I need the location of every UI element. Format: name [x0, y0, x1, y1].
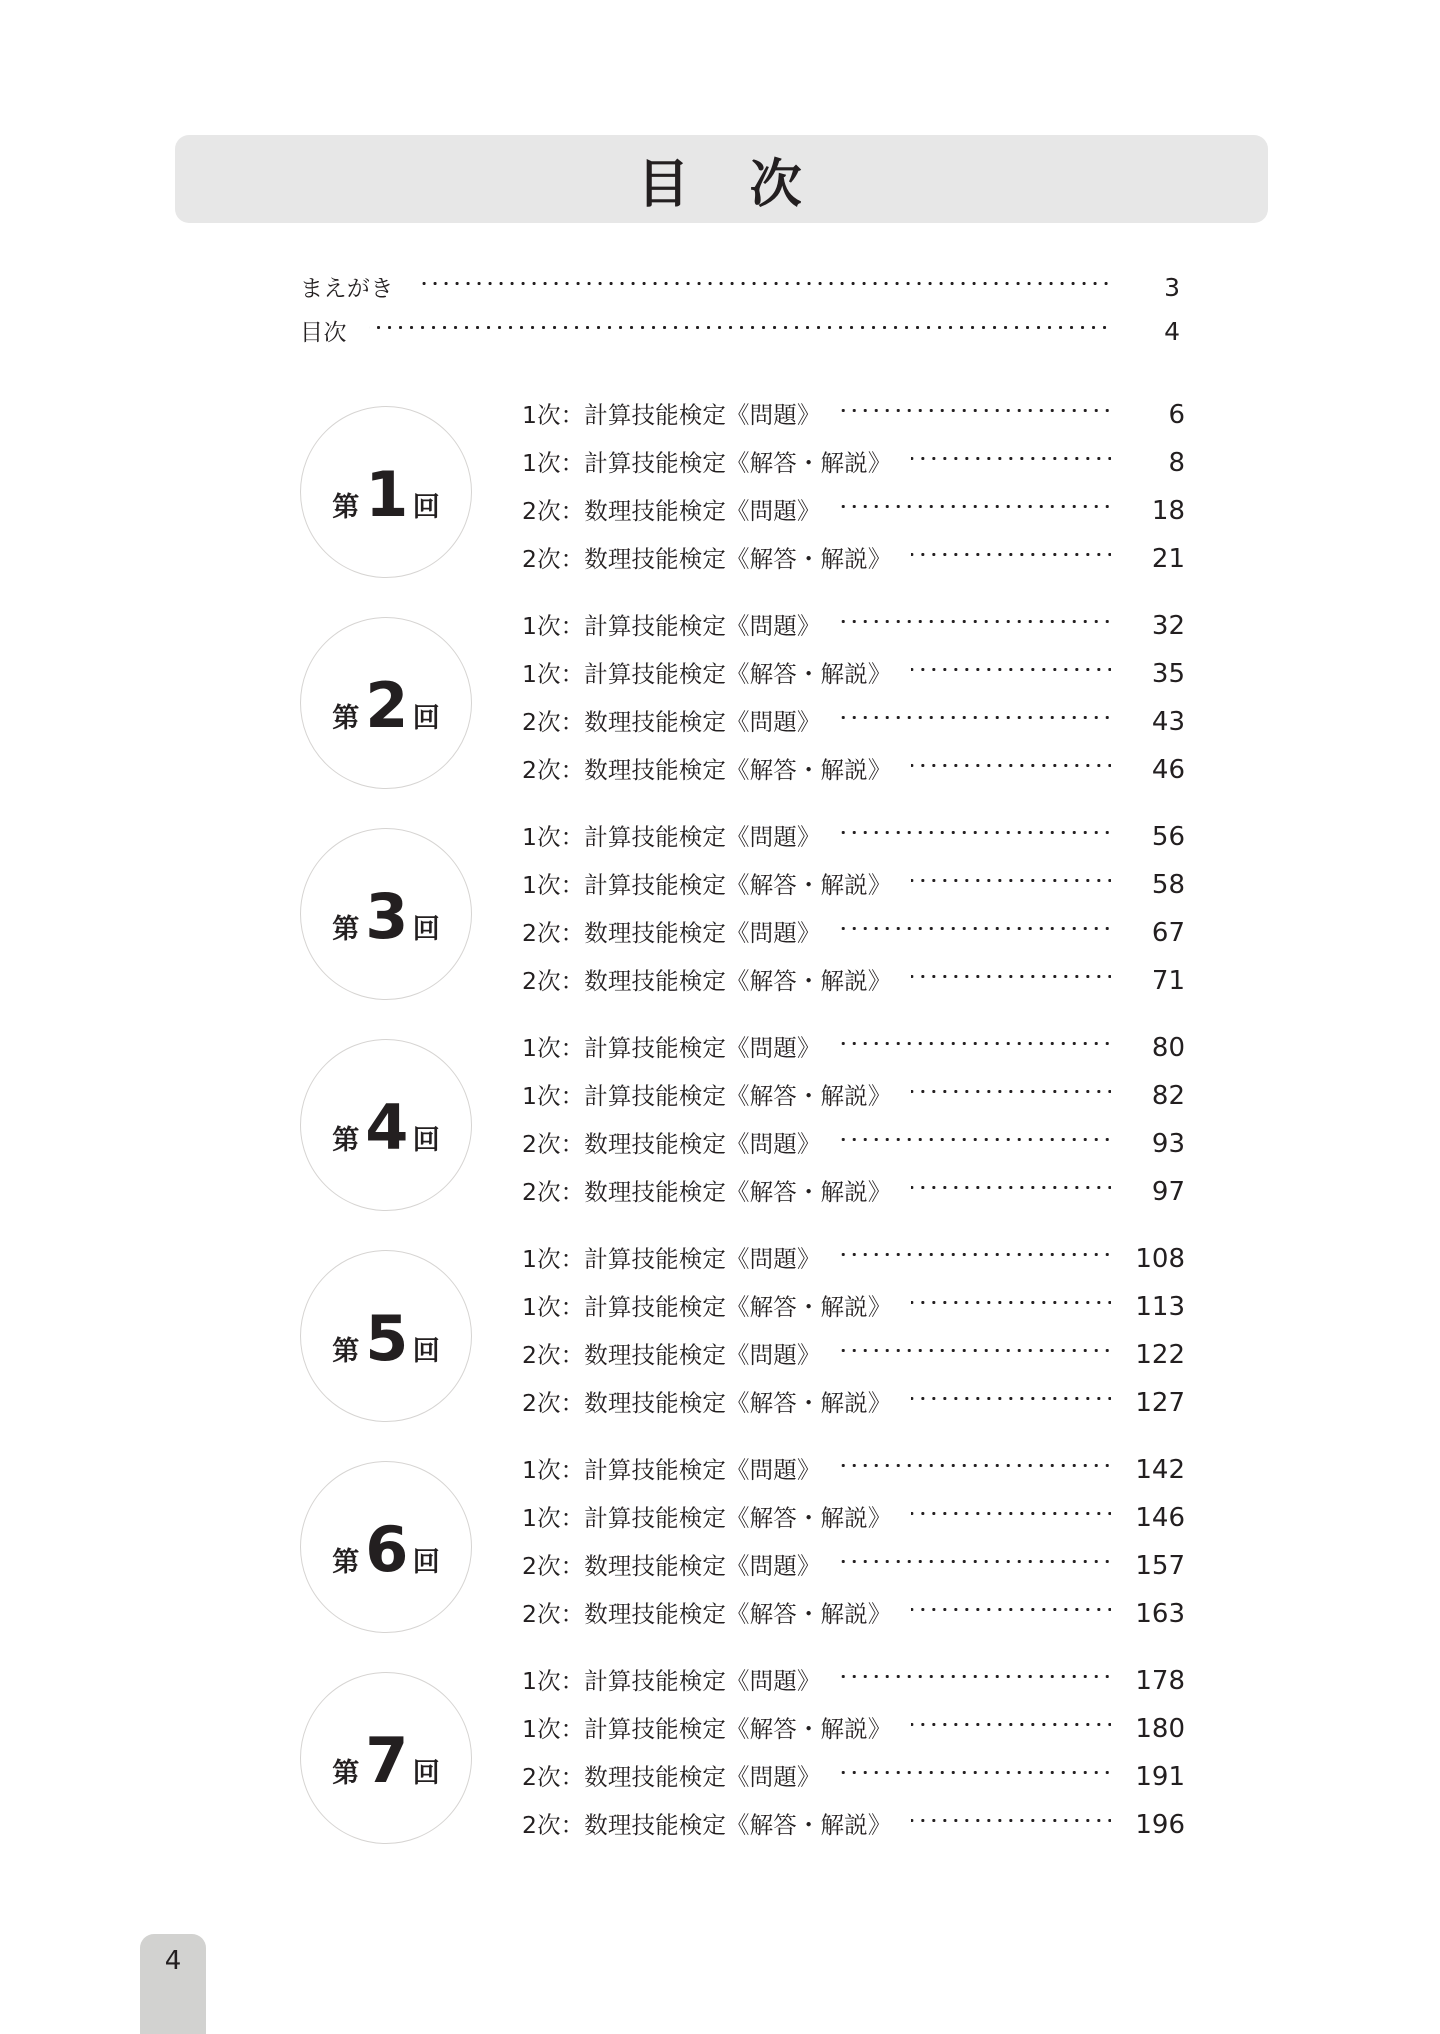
toc-entry[interactable]	[522, 1758, 1185, 1806]
toc-entry[interactable]	[522, 866, 1185, 914]
dot-leader	[840, 1767, 1111, 1778]
toc-entry[interactable]	[522, 396, 1185, 444]
toc-entry-label: 2次：数理技能検定《問題》	[522, 1763, 821, 1791]
badge-suffix-label: 回	[412, 1125, 440, 1156]
toc-entry-page-number: 108	[1135, 1244, 1185, 1274]
toc-entry-page-number: 113	[1135, 1292, 1185, 1322]
badge-suffix-label: 回	[412, 1336, 440, 1367]
toc-entry-page-number: 178	[1135, 1666, 1185, 1696]
toc-entry-label: 2次：数理技能検定《解答・解説》	[522, 545, 892, 573]
dot-leader	[840, 1460, 1111, 1471]
toc-entry[interactable]	[522, 1662, 1185, 1710]
frontmatter-list	[300, 270, 1180, 358]
toc-entry[interactable]	[522, 1451, 1185, 1499]
toc-entry-page-number: 163	[1135, 1599, 1185, 1629]
dot-leader	[911, 1086, 1111, 1097]
toc-entry[interactable]	[522, 1288, 1185, 1336]
dot-leader	[911, 1297, 1111, 1308]
toc-entry-label: 2次：数理技能検定《解答・解説》	[522, 1600, 892, 1628]
section-badge-3[interactable]	[300, 828, 472, 1000]
toc-entry[interactable]	[522, 1499, 1185, 1547]
dot-leader	[911, 1393, 1111, 1404]
frontmatter-page-number: 3	[1164, 273, 1180, 302]
toc-entry-label: 2次：数理技能検定《問題》	[522, 1130, 821, 1158]
badge-number: 2	[365, 669, 408, 742]
toc-entry-label: 1次：計算技能検定《問題》	[522, 823, 821, 851]
badge-number: 1	[365, 458, 408, 531]
toc-entry-label: 2次：数理技能検定《問題》	[522, 1552, 821, 1580]
toc-entry-page-number: 127	[1135, 1388, 1185, 1418]
badge-prefix-label: 第	[332, 914, 360, 945]
frontmatter-label: まえがき	[300, 276, 394, 302]
toc-entry[interactable]	[522, 1595, 1185, 1643]
toc-entry-label: 2次：数理技能検定《問題》	[522, 497, 821, 525]
toc-entry-page-number: 43	[1151, 707, 1185, 737]
dot-leader	[416, 278, 1114, 289]
section-badge-2[interactable]	[300, 617, 472, 789]
toc-entry-label: 1次：計算技能検定《解答・解説》	[522, 1082, 892, 1110]
toc-entry[interactable]	[522, 914, 1185, 962]
toc-entry-page-number: 142	[1135, 1455, 1185, 1485]
dot-leader	[911, 453, 1111, 464]
toc-entry-page-number: 191	[1135, 1762, 1185, 1792]
toc-entry[interactable]	[522, 1077, 1185, 1125]
section-entries	[522, 396, 1185, 588]
toc-section	[300, 599, 1185, 810]
dot-leader	[840, 1038, 1111, 1049]
dot-leader	[911, 875, 1111, 886]
toc-entry-page-number: 80	[1151, 1033, 1185, 1063]
section-entries	[522, 607, 1185, 799]
toc-entry[interactable]	[522, 1384, 1185, 1432]
badge-inner	[332, 669, 440, 742]
dot-leader	[911, 1182, 1111, 1193]
toc-entry-page-number: 8	[1168, 448, 1185, 478]
section-badge-6[interactable]	[300, 1461, 472, 1633]
section-badge-4[interactable]	[300, 1039, 472, 1211]
toc-entry[interactable]	[522, 1547, 1185, 1595]
badge-suffix-label: 回	[412, 1758, 440, 1789]
dot-leader	[840, 827, 1111, 838]
badge-inner	[332, 1302, 440, 1375]
toc-entry-page-number: 58	[1151, 870, 1185, 900]
section-entries	[522, 1662, 1185, 1854]
toc-entry[interactable]	[522, 703, 1185, 751]
badge-suffix-label: 回	[412, 703, 440, 734]
toc-section	[300, 388, 1185, 599]
toc-entry[interactable]	[522, 607, 1185, 655]
toc-entry-label: 1次：計算技能検定《解答・解説》	[522, 1293, 892, 1321]
toc-entry-label: 1次：計算技能検定《解答・解説》	[522, 449, 892, 477]
badge-suffix-label: 回	[412, 492, 440, 523]
toc-entry-page-number: 6	[1168, 400, 1185, 430]
toc-entry-label: 1次：計算技能検定《問題》	[522, 612, 821, 640]
toc-entry-label: 1次：計算技能検定《問題》	[522, 1245, 821, 1273]
toc-entry-page-number: 67	[1151, 918, 1185, 948]
dot-leader	[911, 971, 1111, 982]
badge-number: 4	[365, 1091, 408, 1164]
toc-section	[300, 1654, 1185, 1865]
toc-section	[300, 1232, 1185, 1443]
dot-leader	[911, 1604, 1111, 1615]
section-entries	[522, 1029, 1185, 1221]
dot-leader	[911, 549, 1111, 560]
dot-leader	[840, 616, 1111, 627]
dot-leader	[840, 501, 1111, 512]
toc-entry-page-number: 196	[1135, 1810, 1185, 1840]
page-title: 目 次	[637, 154, 806, 215]
badge-number: 7	[365, 1724, 408, 1797]
badge-suffix-label: 回	[412, 914, 440, 945]
toc-entry[interactable]	[522, 751, 1185, 799]
toc-entry-label: 1次：計算技能検定《解答・解説》	[522, 1504, 892, 1532]
toc-entry[interactable]	[522, 655, 1185, 703]
toc-entry[interactable]	[522, 1173, 1185, 1221]
dot-leader	[840, 712, 1111, 723]
section-badge-1[interactable]	[300, 406, 472, 578]
dot-leader	[911, 1719, 1111, 1730]
frontmatter-row[interactable]	[300, 314, 1180, 358]
section-list	[300, 388, 1185, 1865]
frontmatter-row[interactable]	[300, 270, 1180, 314]
toc-entry-page-number: 32	[1151, 611, 1185, 641]
toc-entry-page-number: 56	[1151, 822, 1185, 852]
dot-leader	[911, 1508, 1111, 1519]
dot-leader	[911, 1815, 1111, 1826]
toc-entry-page-number: 71	[1151, 966, 1185, 996]
toc-section	[300, 1021, 1185, 1232]
toc-entry[interactable]	[522, 1029, 1185, 1077]
toc-entry-page-number: 146	[1135, 1503, 1185, 1533]
frontmatter-page-number: 4	[1164, 317, 1180, 346]
dot-leader	[840, 1556, 1111, 1567]
toc-entry-page-number: 93	[1151, 1129, 1185, 1159]
dot-leader	[840, 923, 1111, 934]
toc-entry-page-number: 97	[1151, 1177, 1185, 1207]
badge-prefix-label: 第	[332, 1758, 360, 1789]
toc-entry-label: 2次：数理技能検定《解答・解説》	[522, 1178, 892, 1206]
badge-inner	[332, 458, 440, 531]
toc-entry-label: 1次：計算技能検定《解答・解説》	[522, 871, 892, 899]
toc-entry-page-number: 82	[1151, 1081, 1185, 1111]
dot-leader	[840, 1249, 1111, 1260]
toc-entry-page-number: 35	[1151, 659, 1185, 689]
toc-entry[interactable]	[522, 540, 1185, 588]
toc-entry-page-number: 122	[1135, 1340, 1185, 1370]
toc-entry[interactable]	[522, 492, 1185, 540]
badge-number: 3	[365, 880, 408, 953]
toc-entry-page-number: 46	[1151, 755, 1185, 785]
badge-inner	[332, 880, 440, 953]
section-entries	[522, 1240, 1185, 1432]
badge-number: 5	[365, 1302, 408, 1375]
toc-entry-label: 1次：計算技能検定《解答・解説》	[522, 660, 892, 688]
toc-section	[300, 1443, 1185, 1654]
toc-entry-label: 2次：数理技能検定《問題》	[522, 919, 821, 947]
badge-suffix-label: 回	[412, 1547, 440, 1578]
section-badge-7[interactable]	[300, 1672, 472, 1844]
page-number-tab	[140, 1934, 206, 2034]
section-entries	[522, 1451, 1185, 1643]
dot-leader	[911, 760, 1111, 771]
page-number: 4	[164, 1946, 182, 1976]
toc-entry[interactable]	[522, 962, 1185, 1010]
dot-leader	[840, 1671, 1111, 1682]
toc-entry-label: 1次：計算技能検定《問題》	[522, 1667, 821, 1695]
dot-leader	[911, 664, 1111, 675]
badge-prefix-label: 第	[332, 1547, 360, 1578]
badge-inner	[332, 1724, 440, 1797]
badge-inner	[332, 1091, 440, 1164]
badge-prefix-label: 第	[332, 703, 360, 734]
badge-number: 6	[365, 1513, 408, 1586]
toc-entry-page-number: 180	[1135, 1714, 1185, 1744]
badge-prefix-label: 第	[332, 492, 360, 523]
badge-prefix-label: 第	[332, 1336, 360, 1367]
toc-entry-label: 1次：計算技能検定《問題》	[522, 1456, 821, 1484]
frontmatter-label: 目次	[300, 320, 347, 346]
toc-entry[interactable]	[522, 818, 1185, 866]
page-title-banner	[175, 135, 1268, 223]
toc-entry-page-number: 157	[1135, 1551, 1185, 1581]
toc-entry-label: 1次：計算技能検定《問題》	[522, 1034, 821, 1062]
toc-entry-label: 2次：数理技能検定《問題》	[522, 708, 821, 736]
toc-entry-label: 2次：数理技能検定《解答・解説》	[522, 1811, 892, 1839]
badge-prefix-label: 第	[332, 1125, 360, 1156]
badge-inner	[332, 1513, 440, 1586]
toc-entry[interactable]	[522, 1125, 1185, 1173]
toc-entry-label: 1次：計算技能検定《解答・解説》	[522, 1715, 892, 1743]
toc-entry[interactable]	[522, 1336, 1185, 1384]
toc-entry-label: 2次：数理技能検定《解答・解説》	[522, 756, 892, 784]
toc-entry-page-number: 21	[1151, 544, 1185, 574]
toc-entry[interactable]	[522, 1240, 1185, 1288]
toc-entry-label: 2次：数理技能検定《問題》	[522, 1341, 821, 1369]
toc-entry[interactable]	[522, 1806, 1185, 1854]
toc-entry[interactable]	[522, 444, 1185, 492]
toc-entry-label: 2次：数理技能検定《解答・解説》	[522, 967, 892, 995]
dot-leader	[840, 1134, 1111, 1145]
toc-entry-label: 2次：数理技能検定《解答・解説》	[522, 1389, 892, 1417]
dot-leader	[369, 322, 1114, 333]
toc-entry-page-number: 18	[1151, 496, 1185, 526]
section-entries	[522, 818, 1185, 1010]
toc-entry-label: 1次：計算技能検定《問題》	[522, 401, 821, 429]
section-badge-5[interactable]	[300, 1250, 472, 1422]
dot-leader	[840, 1345, 1111, 1356]
toc-entry[interactable]	[522, 1710, 1185, 1758]
dot-leader	[840, 405, 1111, 416]
toc-section	[300, 810, 1185, 1021]
